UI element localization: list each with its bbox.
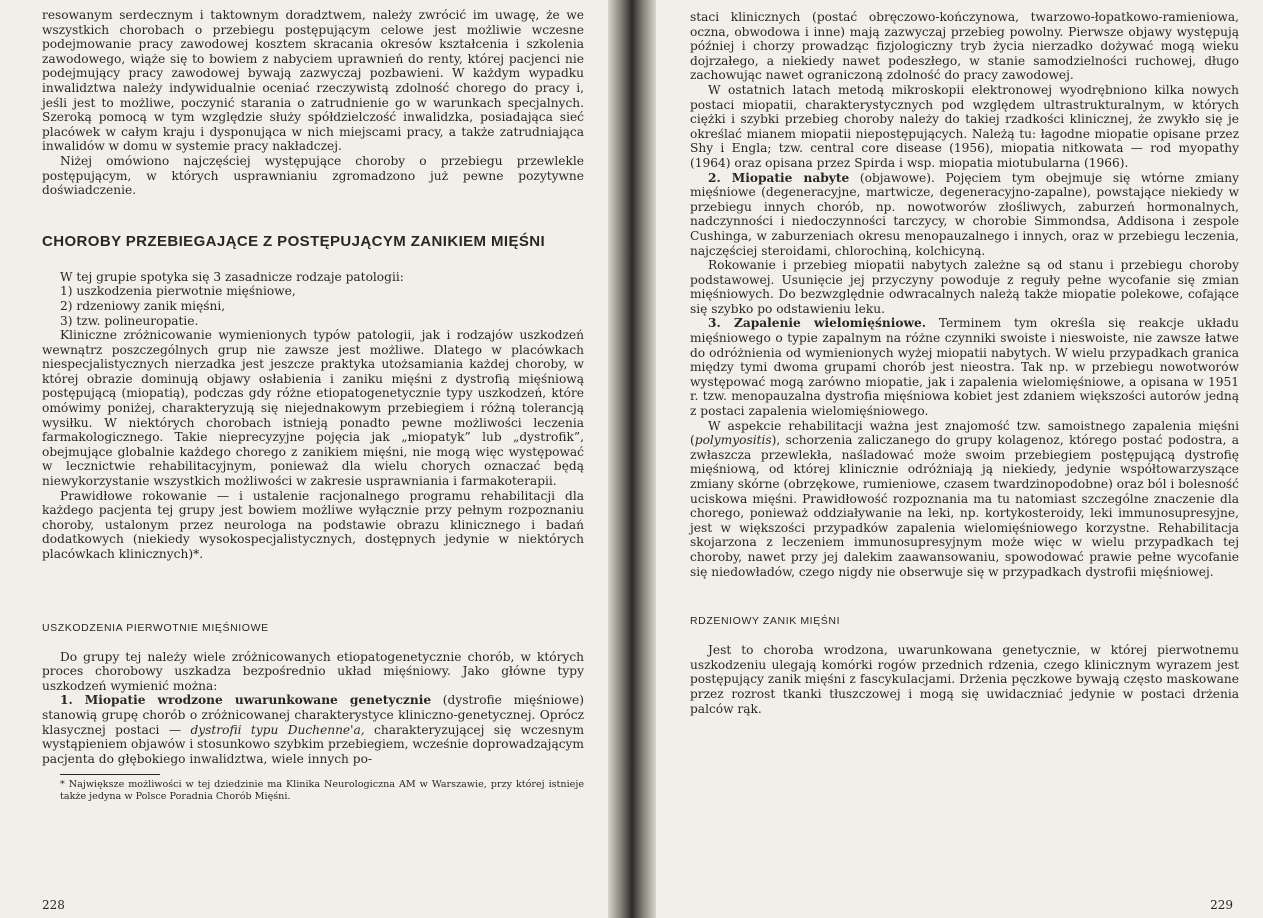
item-text: (dystrofie mięśniowe) stanowią grupę chorób o zróżnicowanej charakterystyce kliniczno-genetycznej. Oprócz klasycznej postaci —: [42, 693, 584, 737]
myopathy-item-1: [42, 693, 584, 766]
body-paragraph: Kliniczne zróżnicowanie wymienionych typów patologii, jak i rodzajów uszkodzeń wewnątrz poszczególnych grup nie zawsze jest możliwe. Dlatego w placówkach niespecjalistycznych nierzadka jest jeszcze praktyka utożsamiania każdej choroby, w której obrazie dominują objawy osłabienia i zaniku mięśni z dystrofią mięśniową postępującą (miopatią), podczas gdy różne etiopatogenetycznie typy uszkodzeń, które omówimy poniżej, charakteryzują się niejednakowym przebiegiem i różną tolerancją wysiłku. W niektórych chorobach istnieją ponadto pewne możliwości leczenia farmakologicznego. Takie nieprecyzyjne pojęcia jak „miopatyk” lub „dystrofik”, obejmujące globalnie każdego chorego z zanikiem mięśni, nie mogą więc występować w lecznictwie rehabilitacyjnym, ponieważ dla wielu chorych oznaczać będą niewykorzystanie wszystkich możliwości w zakresie usprawniania i farmakoterapii.: [42, 328, 584, 489]
intro-paragraph: resowanym serdecznym i taktownym doradztwem, należy zwrócić im uwagę, że we wszystkich chorobach o przebiegu postępującym celowe jest możliwie wczesne podejmowanie pracy zawodowej kosztem skracania okresów kształcenia i szkolenia zawodowego, wiąże się to bowiem z nabyciem uprawnień do renty, której pacjenci nie podejmujący pracy zawodowej bywają zazwyczaj pozbawieni. W każdym wypadku inwalidztwa należy indywidualnie oceniać rzeczywistą zdolność chorego do pracy i, jeśli jest to możliwe, poczynić starania o zatrudnienie go w warunkach specjalnych. Szeroką pomocą w tym względzie służy spółdzielczość inwalidzka, posiadająca sieć placówek w całym kraju i dysponująca w nich miejscami pracy, a także zatrudniająca inwalidów w domu w systemie pracy nakładczej.: [42, 8, 584, 154]
page-number: 228: [42, 898, 65, 912]
body-paragraph: staci klinicznych (postać obręczowo-kończynowa, twarzowo-łopatkowo-ramieniowa, oczna, obwodowa i inne) mają zazwyczaj przebieg powolny. Pierwsze objawy występują później i chorzy prowadząc fizjologiczny tryb życia nierzadko dożywać mogą wieku dojrzałego, a niekiedy nawet podeszłego, w stanie samodzielności ruchowej, długo zachowując nawet ograniczoną zdolność do pracy zawodowej.: [690, 10, 1239, 83]
footnote: * Największe możliwości w tej dziedzinie ma Klinika Neurologiczna AM w Warszawie, przy której istnieje także jedyna w Polsce Poradnia Chorób Mięśni.: [60, 779, 584, 803]
right-page: [656, 0, 1263, 918]
body-paragraph: Rokowanie i przebieg miopatii nabytych zależne są od stanu i przebiegu choroby podstawowej. Usunięcie jej przyczyny powoduje z reguły pełne wycofanie się zmian mięśniowych. Do bezwzględnie odwracalnych należą także miopatie polekowe, cofające się szybko po odstawieniu leku.: [690, 258, 1239, 316]
item-text: Terminem tym określa się reakcje układu mięśniowego o typie zapalnym na różne czynniki swoiste i nieswoiste, nie zawsze łatwe do odróżnienia od wymienionych wyżej miopatii nabytych. W wielu przypadkach granica między tymi dwoma grupami chorób jest nieostra. Tak np. w przebiegu nowotworów występować mogą zarówno miopatie, jak i zapalenia wielomięśniowe, a opisana w 1951 r. tzw. menopauzalna dystrofia mięśniowa kobiet jest zdaniem większości autorów jedną z postaci zapalenia wielomięśniowego.: [690, 316, 1240, 419]
paragraph-text: ), schorzenia zaliczanego do grupy kolagenoz, którego postać podostra, a zwłaszcza przewlekła, naśladować może swoim przebiegiem postępującą dystrofię mięśniową, od której klinicznie odróżniają ją niekiedy, jedynie współtowarzyszące zmiany skórne (obrzękowe, rumieniowe, czasem twardzinopodobne) oraz ból i bolesność uciskowa mięśni. Prawidłowość rozpoznania ma tu natomiast szczególne znaczenie dla chorego, ponieważ oddziaływanie na leki, np. kortykosteroidy, leki immunosupresyjne, jest w większości przypadków zapalenia wielomięśniowego korzystne. Rehabilitacja skojarzona z leczeniem immunosupresyjnym może więc w wielu przypadkach tej choroby, nawet przy jej dalekim zaawansowaniu, spowodować prawie pełne wycofanie się niedowładów, czego nigdy nie obserwuje się w przypadkach dystrofii mięśniowej.: [690, 433, 1239, 579]
body-paragraph: [690, 419, 1239, 580]
body-paragraph: Prawidłowe rokowanie — i ustalenie racjonalnego programu rehabilitacji dla każdego pacjenta tej grupy jest bowiem możliwe wyłącznie przy pełnym rozpoznaniu choroby, ustalonym przez neurologa na podstawie obrazu klinicznego i badań dodatkowych (niekiedy wysokospecjalistycznych, dostępnych jedynie w niektórych placówkach klinicznych)*.: [42, 488, 584, 561]
body-paragraph: Jest to choroba wrodzona, uwarunkowana genetycznie, w której pierwotnemu uszkodzeniu ulegają komórki rogów przednich rdzenia, czego klinicznym wyrazem jest postępujący zanik mięśni z fascykulacjami. Drżenia pęczkowe bywają często maskowane przez rozrost tkanki tłuszczowej i mogą się uwidaczniać jedynie w postaci drżenia palców rąk.: [690, 643, 1239, 716]
page-number: 229: [1210, 898, 1233, 912]
list-item: 1) uszkodzenia pierwotnie mięśniowe,: [60, 284, 296, 299]
list-item: 3) tzw. polineuropatie.: [60, 313, 199, 328]
item-label: 2. Miopatie nabyte: [708, 170, 850, 185]
left-page: [0, 0, 608, 918]
paragraph-text: W aspekcie rehabilitacji ważna jest znajomość tzw. samoistnego zapalenia mięśni (: [690, 418, 1239, 448]
myopathy-item-2: [690, 171, 1239, 259]
list-item: 2) rdzeniowy zanik mięśni,: [60, 298, 226, 313]
myopathy-item-3: [690, 316, 1239, 418]
subsection-heading: RDZENIOWY ZANIK MIĘŚNI: [690, 615, 841, 628]
subsection-heading: USZKODZENIA PIERWOTNIE MIĘŚNIOWE: [42, 621, 269, 634]
pathology-list: [42, 284, 584, 328]
list-intro: W tej grupie spotyka się 3 zasadnicze rodzaje patologii:: [60, 269, 404, 284]
intro-paragraph: Niżej omówiono najczęściej występujące choroby o przebiegu przewlekle postępującym, w których usprawnianiu zgromadzono już pewne pozytywne doświadczenie.: [42, 153, 584, 198]
item-label: 3. Zapalenie wielomięśniowe.: [708, 316, 926, 331]
body-paragraph: W ostatnich latach metodą mikroskopii elektronowej wyodrębniono kilka nowych postaci miopatii, charakterystycznych pod względem ultrastrukturalnym, w których ciężki i szybki przebieg choroby należy do takiej rzadkości klinicznej, że zwykło się je określać mianem miopatii niepostępujących. Należą tu: łagodne miopatie opisane przez Shy i Engla; tzw. central core disease (1956), miopatia nitkowata — rod myopathy (1964) oraz opisana przez Spirda i wsp. miopatia miotubularna (1966).: [690, 82, 1239, 170]
item-text: (objawowe). Pojęciem tym obejmuje się wtórne zmiany mięśniowe (degeneracyjne, martwicze, degeneracyjno-zapalne), powstające niekiedy w przebiegu innych chorób, np. nowotworów złośliwych, zaburzeń hormonalnych, nadczynności i niedoczynności tarczycy, w chorobie Simmondsa, Addisona i zespole Cushinga, w zaburzeniach okresu menopauzalnego i innych, oraz w przebiegu leczenia, najczęściej steroidami, chlorochiną, kolchicyną.: [690, 170, 1240, 258]
section-heading-main: CHOROBY PRZEBIEGAJĄCE Z POSTĘPUJĄCYM ZANIKIEM MIĘŚNI: [42, 232, 546, 250]
item-italic: dystrofii typu Duchenne'a,: [190, 722, 365, 737]
item-text: charakteryzującej się wczesnym wystąpieniem objawów i stosunkowo szybkim przebiegiem, wcześnie doprowadzającym pacjenta do głębokiego inwalidztwa, wiele innych po-: [42, 722, 584, 766]
book-gutter: [608, 0, 656, 918]
italic-term: polymyositis: [694, 433, 772, 448]
footnote-rule: [60, 774, 160, 775]
item-label: 1. Miopatie wrodzone uwarunkowane genetycznie: [60, 693, 432, 708]
subsection-intro: Do grupy tej należy wiele zróżnicowanych etiopatogenetycznie chorób, w których proces chorobowy uszkadza bezpośrednio układ mięśniowy. Jako główne typy uszkodzeń wymienić można:: [42, 649, 584, 693]
